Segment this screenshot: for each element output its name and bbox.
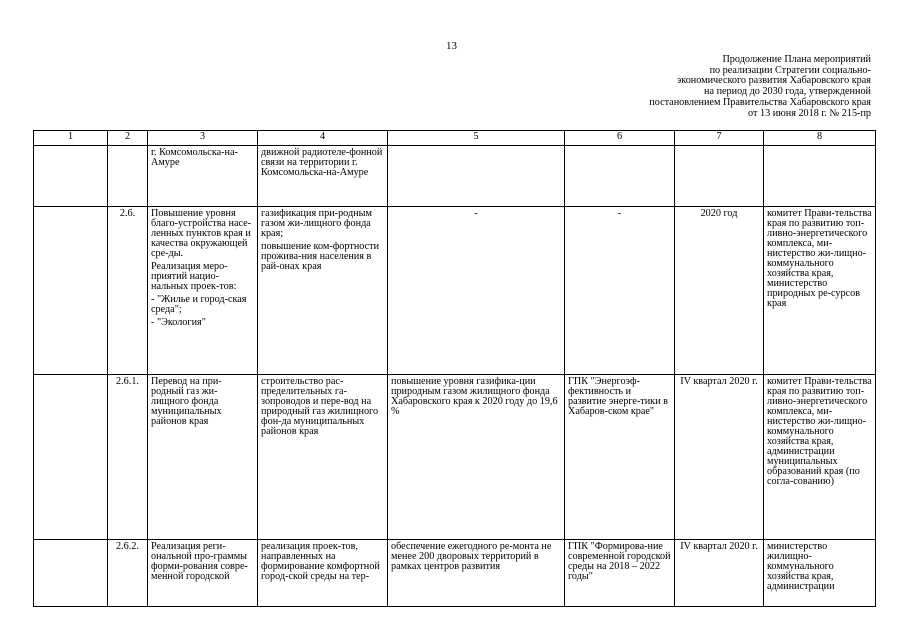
cell-col3	[148, 375, 258, 540]
cell-col2: 2.6.1.	[108, 375, 148, 540]
cell-col6: -	[565, 207, 675, 375]
cell-col4	[258, 540, 388, 607]
cell-col4	[258, 207, 388, 375]
cell-col2: 2.6.	[108, 207, 148, 375]
caption-line: на период до 2030 года, утвержденной	[704, 86, 871, 98]
column-header-8: 8	[764, 131, 876, 146]
cell-paragraph: - "Экология"	[151, 317, 206, 328]
cell-col8: министерство жилищно-коммунального хозяйства края, администрации	[764, 540, 876, 607]
cell-paragraph: строительство рас-пределительных га-зопроводов и пере-вод на природный газ жилищного фон-да муниципальных районов края	[261, 376, 379, 437]
plan-table	[33, 130, 876, 607]
cell-col3	[148, 540, 258, 607]
cell-col8: комитет Прави-тельства края по развитию топ-ливно-энергетического комплекса, ми-нистерство жи-лищно-коммунального хозяйства края, министерство природных ре-сурсов края	[764, 207, 876, 375]
cell-col7: IV квартал 2020 г.	[675, 540, 764, 607]
table-row	[34, 375, 876, 540]
cell-col5: обеспечение ежегодного ре-монта не менее 200 дворовых территорий в рамках центров развития	[388, 540, 565, 607]
cell-col5: -	[388, 207, 565, 375]
cell-col7: IV квартал 2020 г.	[675, 375, 764, 540]
caption-line: по реализации Стратегии социально-	[709, 64, 871, 76]
cell-col4	[258, 146, 388, 207]
column-header-1: 1	[34, 131, 108, 146]
caption-line: экономического развития Хабаровского края	[676, 75, 871, 87]
table-row	[34, 207, 876, 375]
cell-paragraph: повышение ком-фортности прожива-ния населения в рай-онах края	[261, 241, 380, 272]
cell-paragraph: газификация при-родным газом жи-лищного фонда края;	[261, 208, 372, 239]
cell-col1	[34, 375, 108, 540]
cell-col1	[34, 540, 108, 607]
column-header-3: 3	[148, 131, 258, 146]
cell-col2	[108, 146, 148, 207]
table-row	[34, 146, 876, 207]
page-number: 13	[446, 40, 457, 52]
caption-line: от 13 июня 2018 г. № 215-пр	[748, 107, 871, 119]
column-header-4: 4	[258, 131, 388, 146]
cell-col6	[565, 146, 675, 207]
caption-line: Продолжение Плана мероприятий	[722, 54, 871, 65]
cell-paragraph: реализация проек-тов, направленных на формирование комфортной город-ской среды на тер-	[261, 541, 380, 582]
cell-col7: 2020 год	[675, 207, 764, 375]
cell-paragraph: Реализация меро-приятий нацио-нальных проек-тов:	[151, 261, 237, 292]
column-header-2: 2	[108, 131, 148, 146]
cell-col3	[148, 146, 258, 207]
table-row	[34, 540, 876, 607]
cell-paragraph: движной радиотеле-фонной связи на территории г. Комсомольска-на-Амуре	[261, 147, 383, 178]
column-header-5: 5	[388, 131, 565, 146]
table-header-row	[34, 131, 876, 146]
cell-paragraph: Повышение уровня благо-устройства насе-ленных пунктов края и качества окружающей сре-ды.	[151, 208, 252, 259]
cell-col4	[258, 375, 388, 540]
cell-col1	[34, 146, 108, 207]
caption-line: постановлением Правительства Хабаровского края	[649, 96, 871, 108]
cell-paragraph: Реализация реги-ональной про-граммы форми-рования совре-менной городской	[151, 541, 248, 582]
cell-col1	[34, 207, 108, 375]
cell-paragraph: - "Жилье и город-ская среда";	[151, 294, 247, 315]
cell-paragraph: Перевод на при-родный газ жи-лищного фонда муниципальных районов края	[151, 376, 222, 427]
cell-col7	[675, 146, 764, 207]
cell-col6: ГПК "Формирова-ние современной городской среды на 2018 – 2022 годы"	[565, 540, 675, 607]
cell-col5: повышение уровня газифика-ции природным газом жилищного фонда Хабаровского края к 2020 году до 19,6 %	[388, 375, 565, 540]
cell-col8	[764, 146, 876, 207]
cell-col6: ГПК "Энергоэф-фективность и развитие энерге-тики в Хабаров-ском крае"	[565, 375, 675, 540]
cell-paragraph: г. Комсомольска-на-Амуре	[151, 147, 238, 168]
column-header-7: 7	[675, 131, 764, 146]
cell-col2: 2.6.2.	[108, 540, 148, 607]
column-header-6: 6	[565, 131, 675, 146]
cell-col3	[148, 207, 258, 375]
cell-col8: комитет Прави-тельства края по развитию топ-ливно-энергетического комплекса, ми-нистерство жи-лищно-коммунального хозяйства края, администрации муниципальных образований края (по согла-сованию)	[764, 375, 876, 540]
cell-col5	[388, 146, 565, 207]
